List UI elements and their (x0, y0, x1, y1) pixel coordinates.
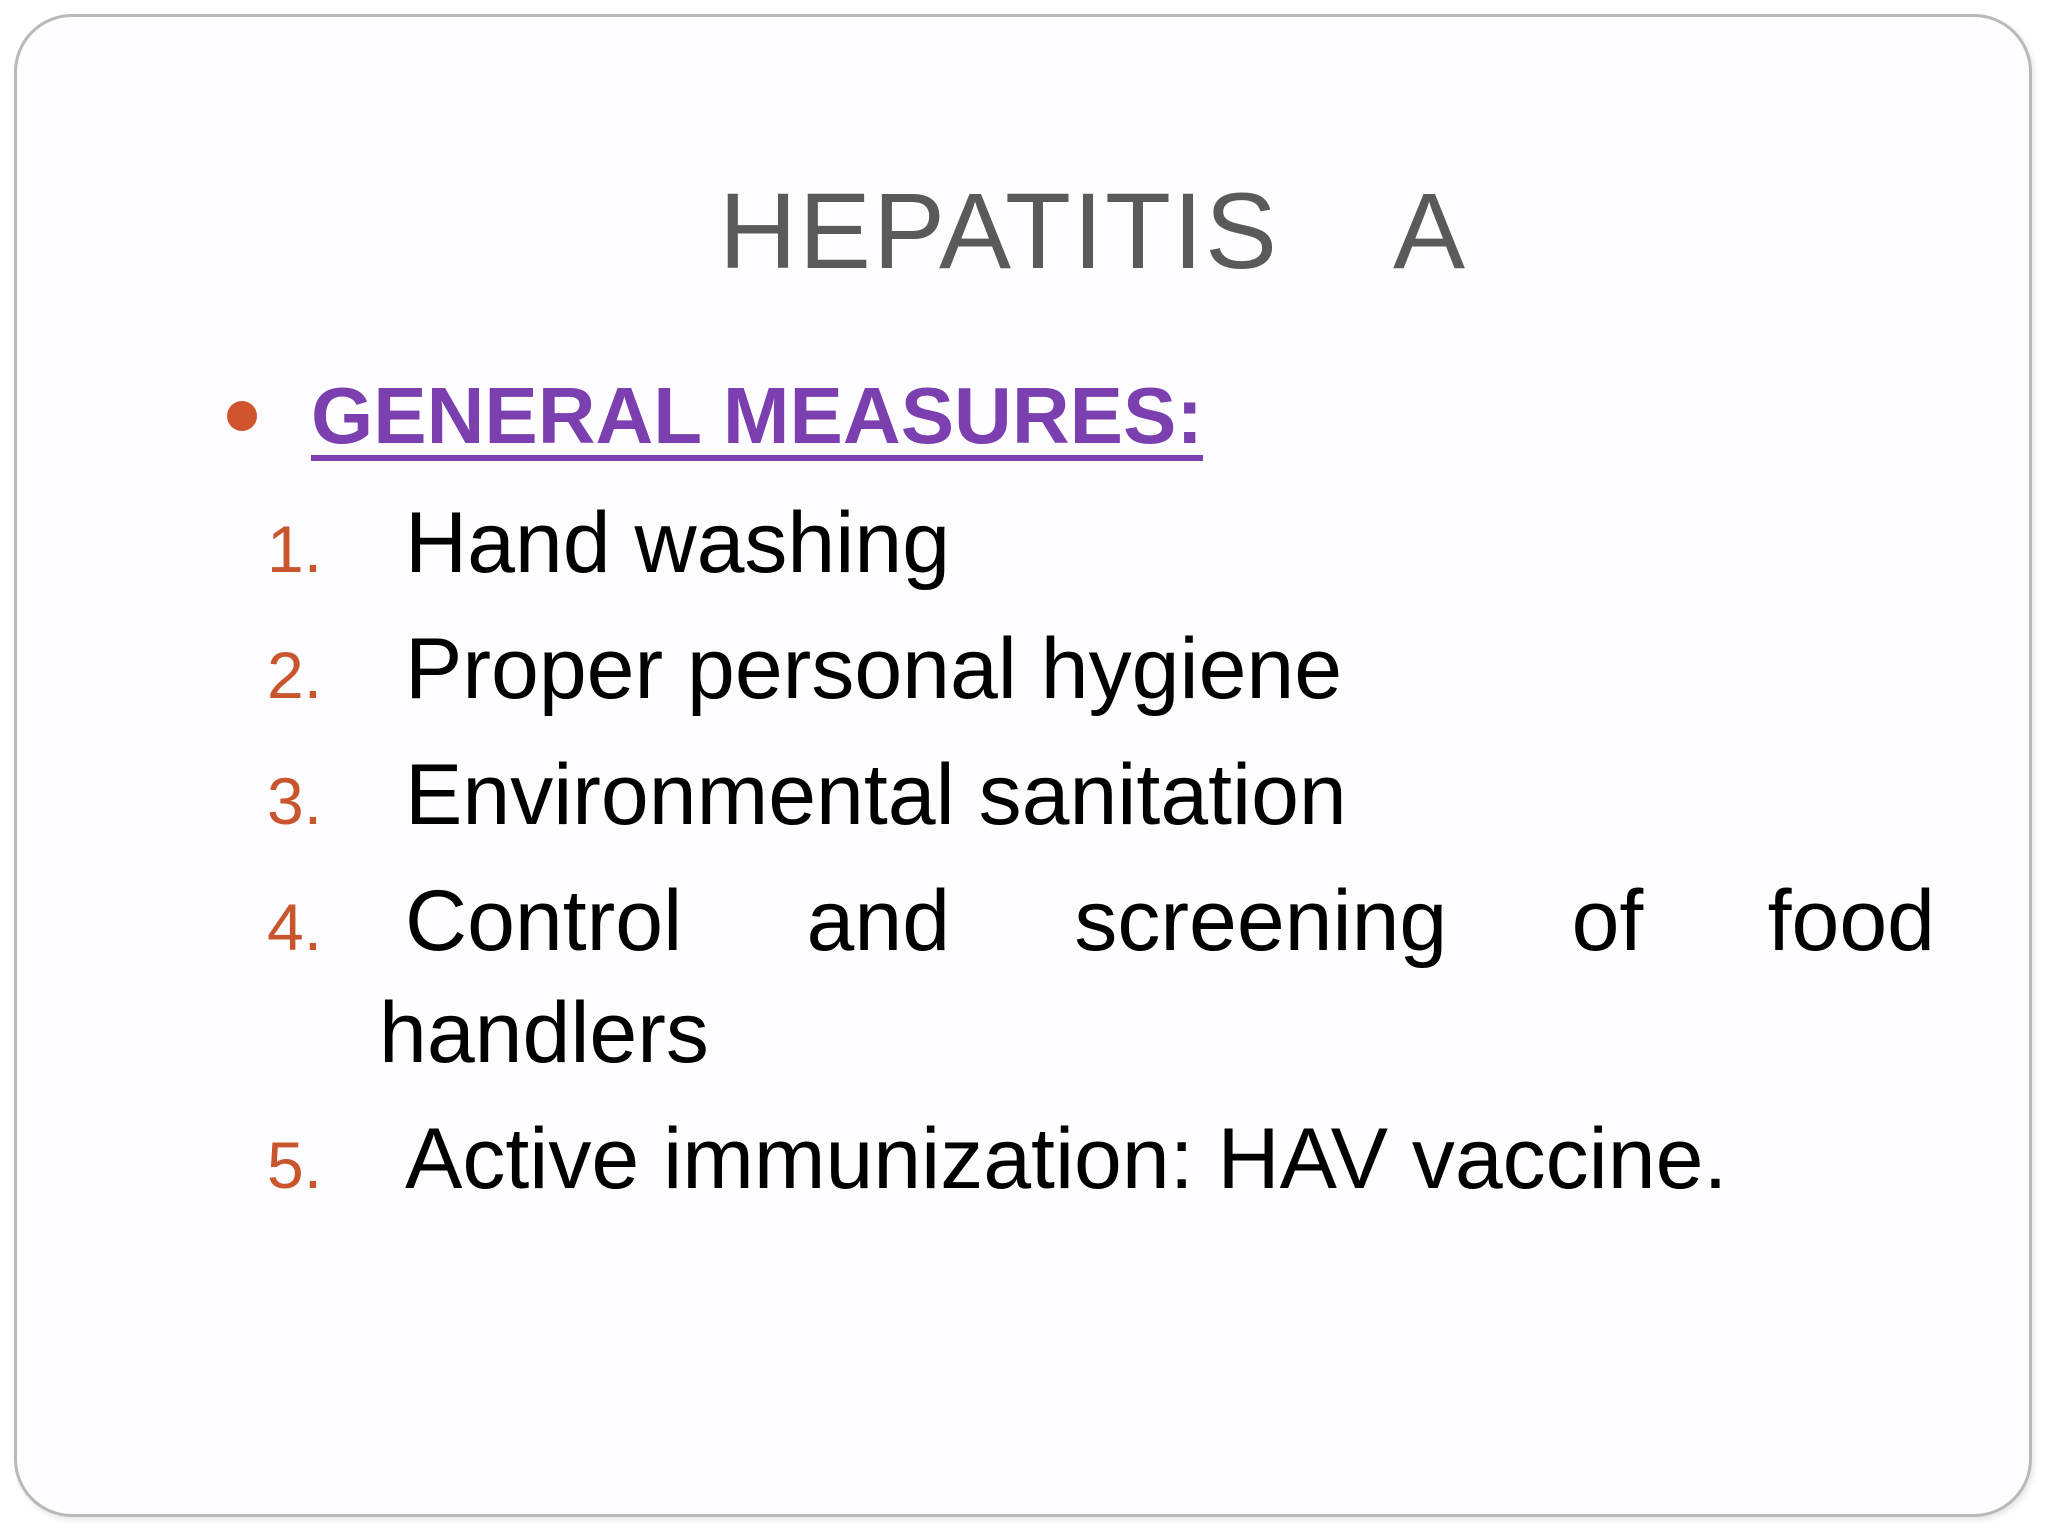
list-item-number: 1. (267, 512, 323, 586)
measures-list (247, 487, 1947, 1229)
list-item (247, 487, 1947, 599)
list-item (247, 1103, 1947, 1215)
slide (14, 14, 2032, 1517)
section-heading: GENERAL MEASURES: (311, 371, 1203, 460)
list-item (247, 865, 1947, 1089)
list-item (247, 613, 1947, 725)
list-item-number: 3. (267, 764, 323, 838)
list-item-number: 4. (267, 890, 323, 964)
list-item-text: Active immunization: HAV vaccine. (405, 1111, 1728, 1207)
slide-title: HEPATITIS A (718, 170, 1468, 291)
list-item-text: Hand washing (405, 495, 951, 591)
list-item-text: Environmental sanitation (405, 747, 1347, 843)
bullet-dot-icon (227, 401, 257, 431)
list-item-number: 2. (267, 638, 323, 712)
section-heading-row (227, 361, 1203, 471)
list-item-text: Proper personal hygiene (405, 621, 1343, 717)
list-item (247, 739, 1947, 851)
list-item-text: Control and screening of food handlers (379, 873, 1935, 1081)
list-item-number: 5. (267, 1128, 323, 1202)
